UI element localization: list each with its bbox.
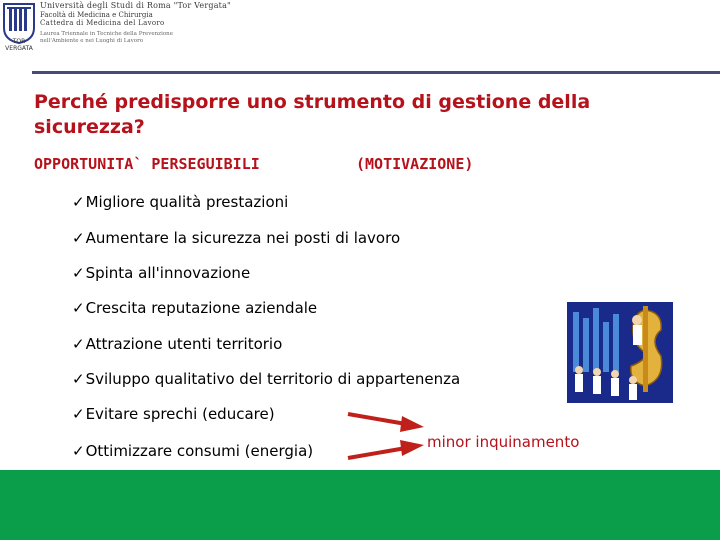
check-icon: ✓ xyxy=(72,335,85,353)
check-icon: ✓ xyxy=(72,264,85,282)
faculty-name: Facoltà di Medicina e Chirurgia xyxy=(40,11,153,19)
university-name: Università degli Studi di Roma "Tor Vergata" xyxy=(40,1,231,10)
list-item xyxy=(72,370,460,388)
logo-caption: TOR VERGATA xyxy=(5,38,33,52)
check-icon: ✓ xyxy=(72,370,85,388)
list-item-text: Crescita reputazione aziendale xyxy=(85,299,318,317)
arrow-right-icon xyxy=(346,410,426,438)
list-item xyxy=(72,335,282,353)
list-item xyxy=(72,442,313,460)
subtitle-opportunities: OPPORTUNITA` PERSEGUIBILI xyxy=(34,155,260,173)
footer-band xyxy=(0,470,720,540)
list-item xyxy=(72,405,275,423)
list-item xyxy=(72,264,250,282)
course-name-line-1: Laurea Triennale in Tecniche della Prevenzione xyxy=(40,31,173,37)
check-icon: ✓ xyxy=(72,405,85,423)
list-item-text: Evitare sprechi (educare) xyxy=(85,405,275,423)
list-item xyxy=(72,229,400,247)
list-item-text: Migliore qualità prestazioni xyxy=(85,193,289,211)
list-item-text: Sviluppo qualitativo del territorio di appartenenza xyxy=(85,370,461,388)
check-icon: ✓ xyxy=(72,442,85,460)
list-item xyxy=(72,299,317,317)
result-label: minor inquinamento xyxy=(427,433,580,451)
subtitle-motivation: (MOTIVAZIONE) xyxy=(356,155,474,173)
header-divider xyxy=(32,71,720,74)
check-icon: ✓ xyxy=(72,229,85,247)
list-item-text: Attrazione utenti territorio xyxy=(85,335,283,353)
list-item-text: Aumentare la sicurezza nei posti di lavoro xyxy=(85,229,401,247)
business-people-dollar-icon xyxy=(565,300,675,405)
header xyxy=(0,0,720,70)
check-icon: ✓ xyxy=(72,193,85,211)
check-icon: ✓ xyxy=(72,299,85,317)
arrow-right-icon xyxy=(346,436,426,464)
list-item-text: Spinta all'innovazione xyxy=(85,264,251,282)
list-item xyxy=(72,193,288,211)
course-name-line-2: nell'Ambiente e nei Luoghi di Lavoro xyxy=(40,38,144,44)
department-name: Cattedra di Medicina del Lavoro xyxy=(40,19,165,27)
slide-title: Perché predisporre uno strumento di gestione della sicurezza? xyxy=(34,91,591,138)
list-item-text: Ottimizzare consumi (energia) xyxy=(85,442,314,460)
